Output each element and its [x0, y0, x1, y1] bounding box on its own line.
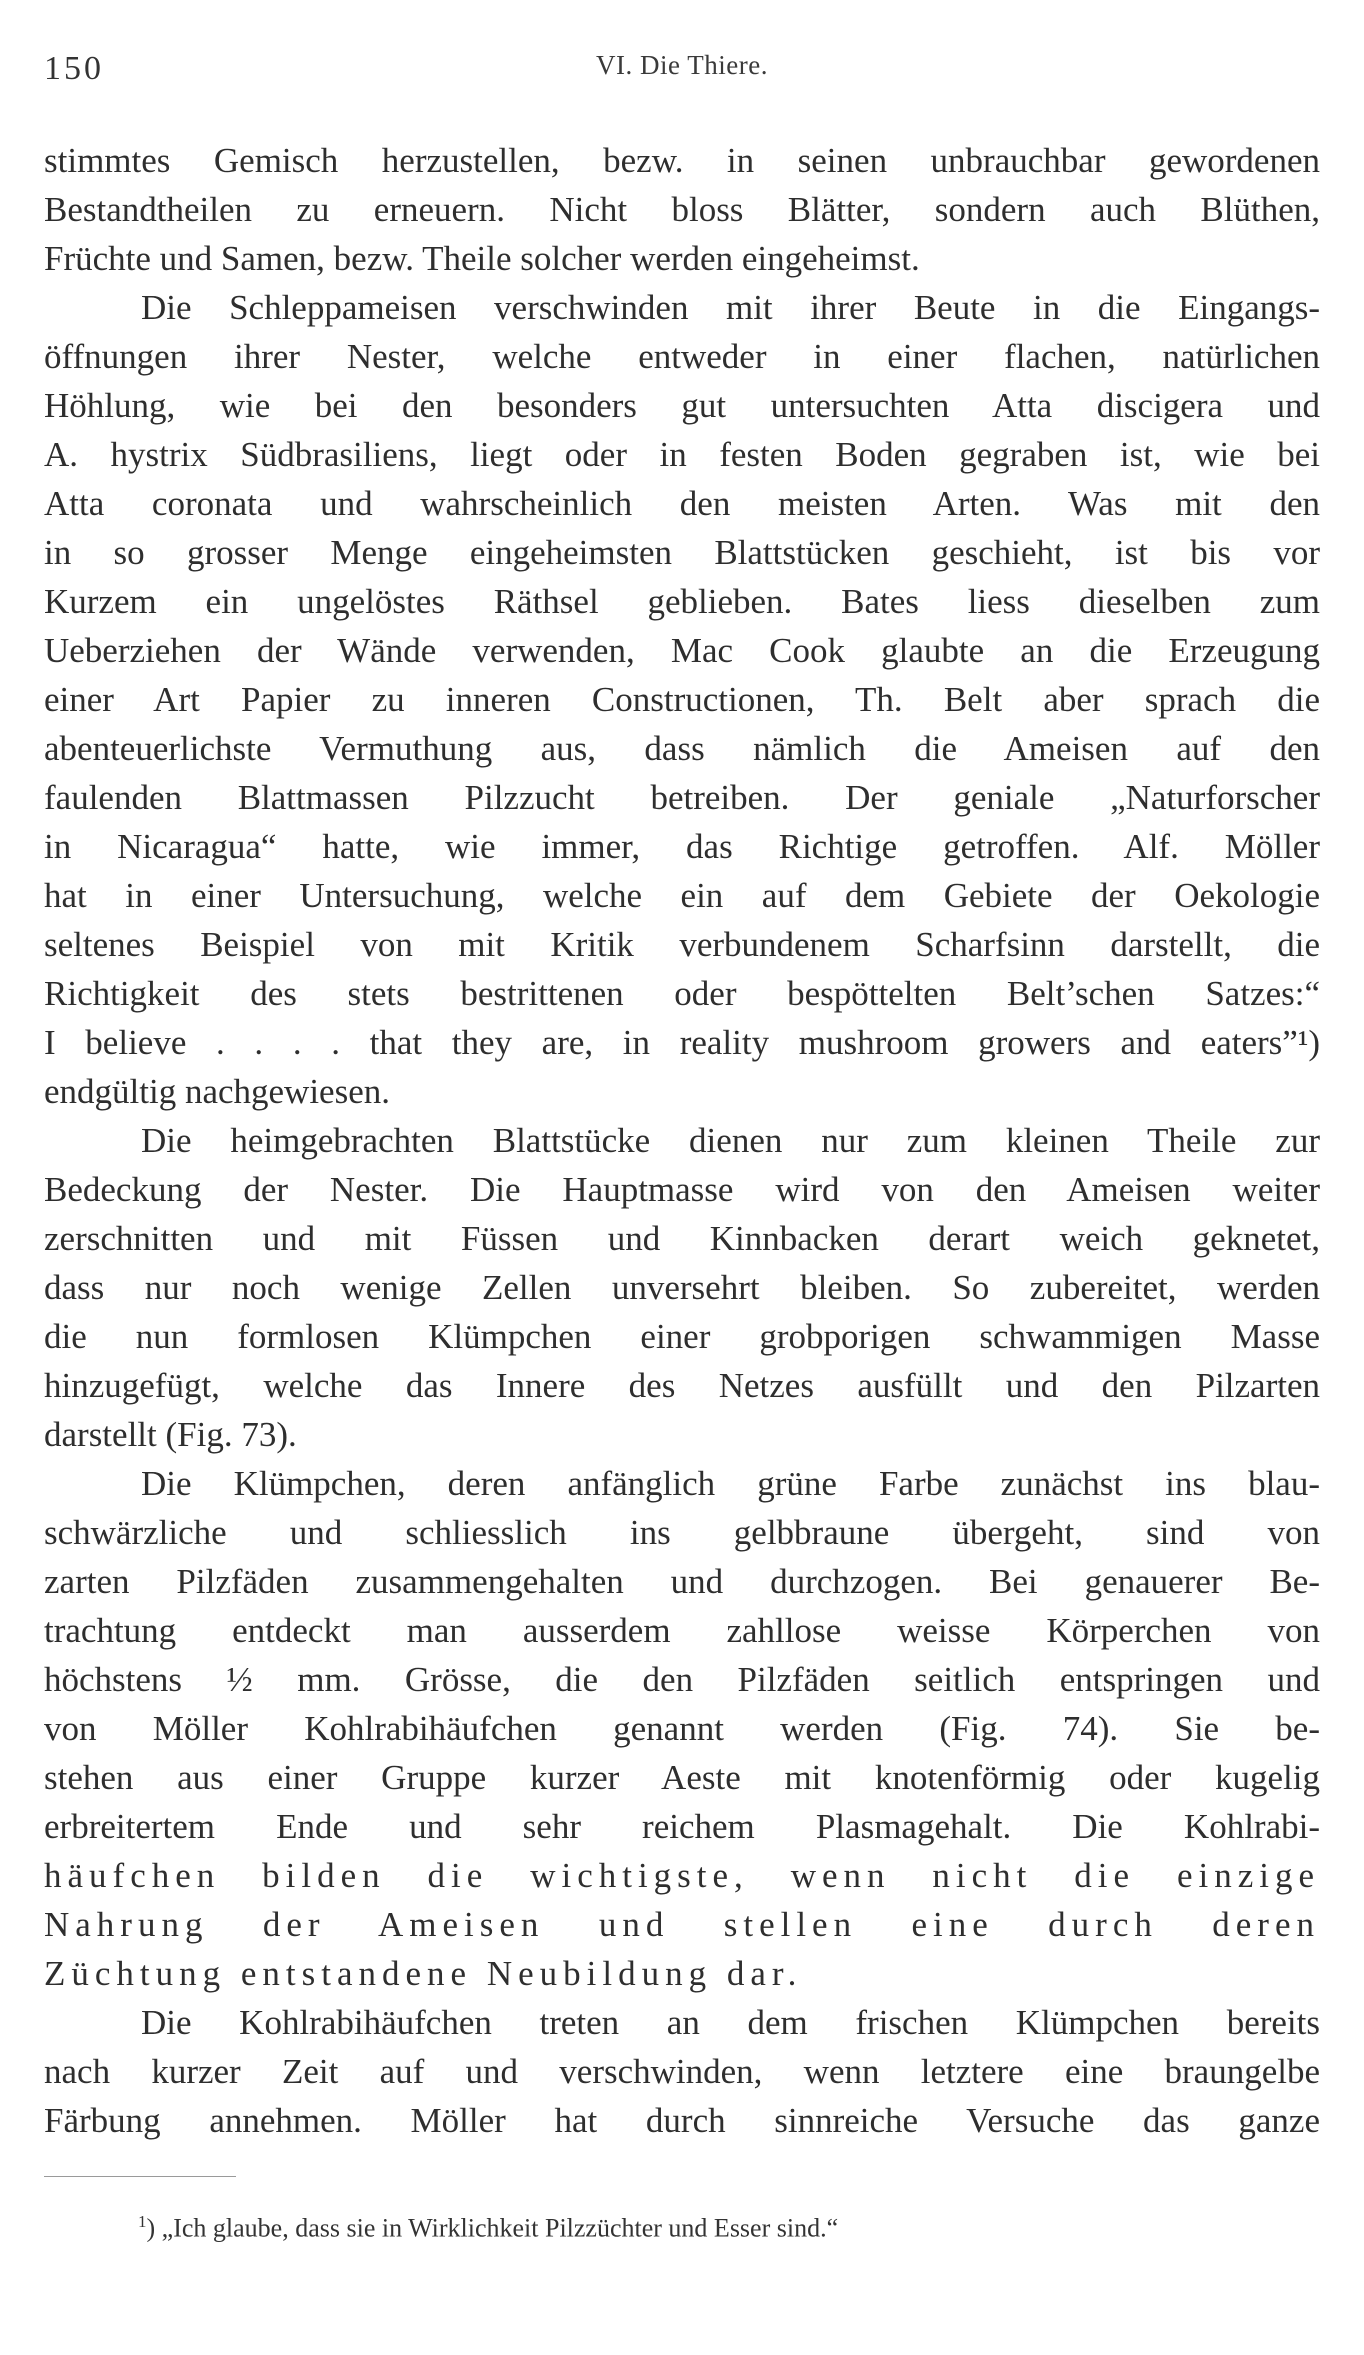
text-line: Atta coronata und wahrscheinlich den meisten Arten. Was mit den [44, 484, 1320, 523]
text-line: Die Kohlrabihäufchen treten an dem frischen Klümpchen bereits [141, 2003, 1320, 2042]
footnote: $^1$) „Ich glaube, dass sie in Wirklichkeit Pilzzüchter und Esser sind.“ [138, 2212, 839, 2243]
text-line: hinzugefügt, welche das Innere des Netzes ausfüllt und den Pilzarten [44, 1366, 1320, 1405]
footnote-marker: 1 [138, 2212, 147, 2231]
text-line: stimmtes Gemisch herzustellen, bezw. in seinen unbrauchbar gewordenen [44, 141, 1320, 180]
text-line: häufchen bilden die wichtigste, wenn nicht die einzige [44, 1856, 1320, 1895]
text-line: Färbung annehmen. Möller hat durch sinnreiche Versuche das ganze [44, 2101, 1320, 2140]
text-line: Richtigkeit des stets bestrittenen oder bespöttelten Belt’schen Satzes:“ [44, 974, 1320, 1013]
text-line: Die Schleppameisen verschwinden mit ihrer Beute in die Eingangs- [141, 288, 1320, 327]
text-line: Bestandtheilen zu erneuern. Nicht bloss Blätter, sondern auch Blüthen, [44, 190, 1320, 229]
text-line: darstellt (Fig. 73). [44, 1415, 297, 1454]
text-line: Bedeckung der Nester. Die Hauptmasse wird von den Ameisen weiter [44, 1170, 1320, 1209]
text-line: A. hystrix Südbrasiliens, liegt oder in festen Boden gegraben ist, wie bei [44, 435, 1320, 474]
text-line: hat in einer Untersuchung, welche ein auf dem Gebiete der Oekologie [44, 876, 1320, 915]
text-line: Die Klümpchen, deren anfänglich grüne Farbe zunächst ins blau- [141, 1464, 1320, 1503]
text-line: abenteuerlichste Vermuthung aus, dass nämlich die Ameisen auf den [44, 729, 1320, 768]
text-line: dass nur noch wenige Zellen unversehrt bleiben. So zubereitet, werden [44, 1268, 1320, 1307]
text-line: Höhlung, wie bei den besonders gut untersuchten Atta discigera und [44, 386, 1320, 425]
text-line: stehen aus einer Gruppe kurzer Aeste mit knotenförmig oder kugelig [44, 1758, 1320, 1797]
text-line: seltenes Beispiel von mit Kritik verbundenem Scharfsinn darstellt, die [44, 925, 1320, 964]
text-line: schwärzliche und schliesslich ins gelbbraune übergeht, sind von [44, 1513, 1320, 1552]
text-line: öffnungen ihrer Nester, welche entweder in einer flachen, natürlichen [44, 337, 1320, 376]
text-line: endgültig nachgewiesen. [44, 1072, 391, 1111]
text-line: trachtung entdeckt man ausserdem zahllose weisse Körperchen von [44, 1611, 1320, 1650]
footnote-text: „Ich glaube, dass sie in Wirklichkeit Pilzzüchter und Esser sind.“ [161, 2213, 839, 2243]
text-line: Die heimgebrachten Blattstücke dienen nur zum kleinen Theile zur [141, 1121, 1320, 1160]
running-head: VI. Die Thiere. [596, 50, 768, 80]
text-line: in so grosser Menge eingeheimsten Blattstücken geschieht, ist bis vor [44, 533, 1320, 572]
text-line: Nahrung der Ameisen und stellen eine durch deren [44, 1905, 1320, 1944]
text-line: von Möller Kohlrabihäufchen genannt werden (Fig. 74). Sie be- [44, 1709, 1320, 1748]
text-line: nach kurzer Zeit auf und verschwinden, wenn letztere eine braungelbe [44, 2052, 1320, 2091]
text-line: zerschnitten und mit Füssen und Kinnbacken derart weich geknetet, [44, 1219, 1320, 1258]
text-line: faulenden Blattmassen Pilzzucht betreiben. Der geniale „Naturforscher [44, 778, 1320, 817]
text-line: höchstens ½ mm. Grösse, die den Pilzfäden seitlich entspringen und [44, 1660, 1320, 1699]
footnote-rule [44, 2176, 236, 2177]
text-line: Züchtung entstandene Neubildung dar. [44, 1954, 803, 1993]
text-line: einer Art Papier zu inneren Constructionen, Th. Belt aber sprach die [44, 680, 1320, 719]
page-number: 150 [44, 50, 104, 87]
text-line: I believe . . . . that they are, in reality mushroom growers and eaters”¹) [44, 1023, 1320, 1062]
text-line: Früchte und Samen, bezw. Theile solcher werden eingeheimst. [44, 239, 920, 278]
text-line: die nun formlosen Klümpchen einer grobporigen schwammigen Masse [44, 1317, 1320, 1356]
text-line: Ueberziehen der Wände verwenden, Mac Cook glaubte an die Erzeugung [44, 631, 1320, 670]
body-text [44, 136, 1320, 2145]
text-line: zarten Pilzfäden zusammengehalten und durchzogen. Bei genauerer Be- [44, 1562, 1320, 1601]
text-line: Kurzem ein ungelöstes Räthsel geblieben. Bates liess dieselben zum [44, 582, 1320, 621]
text-line: in Nicaragua“ hatte, wie immer, das Richtige getroffen. Alf. Möller [44, 827, 1320, 866]
text-line: erbreitertem Ende und sehr reichem Plasmagehalt. Die Kohlrabi- [44, 1807, 1320, 1846]
